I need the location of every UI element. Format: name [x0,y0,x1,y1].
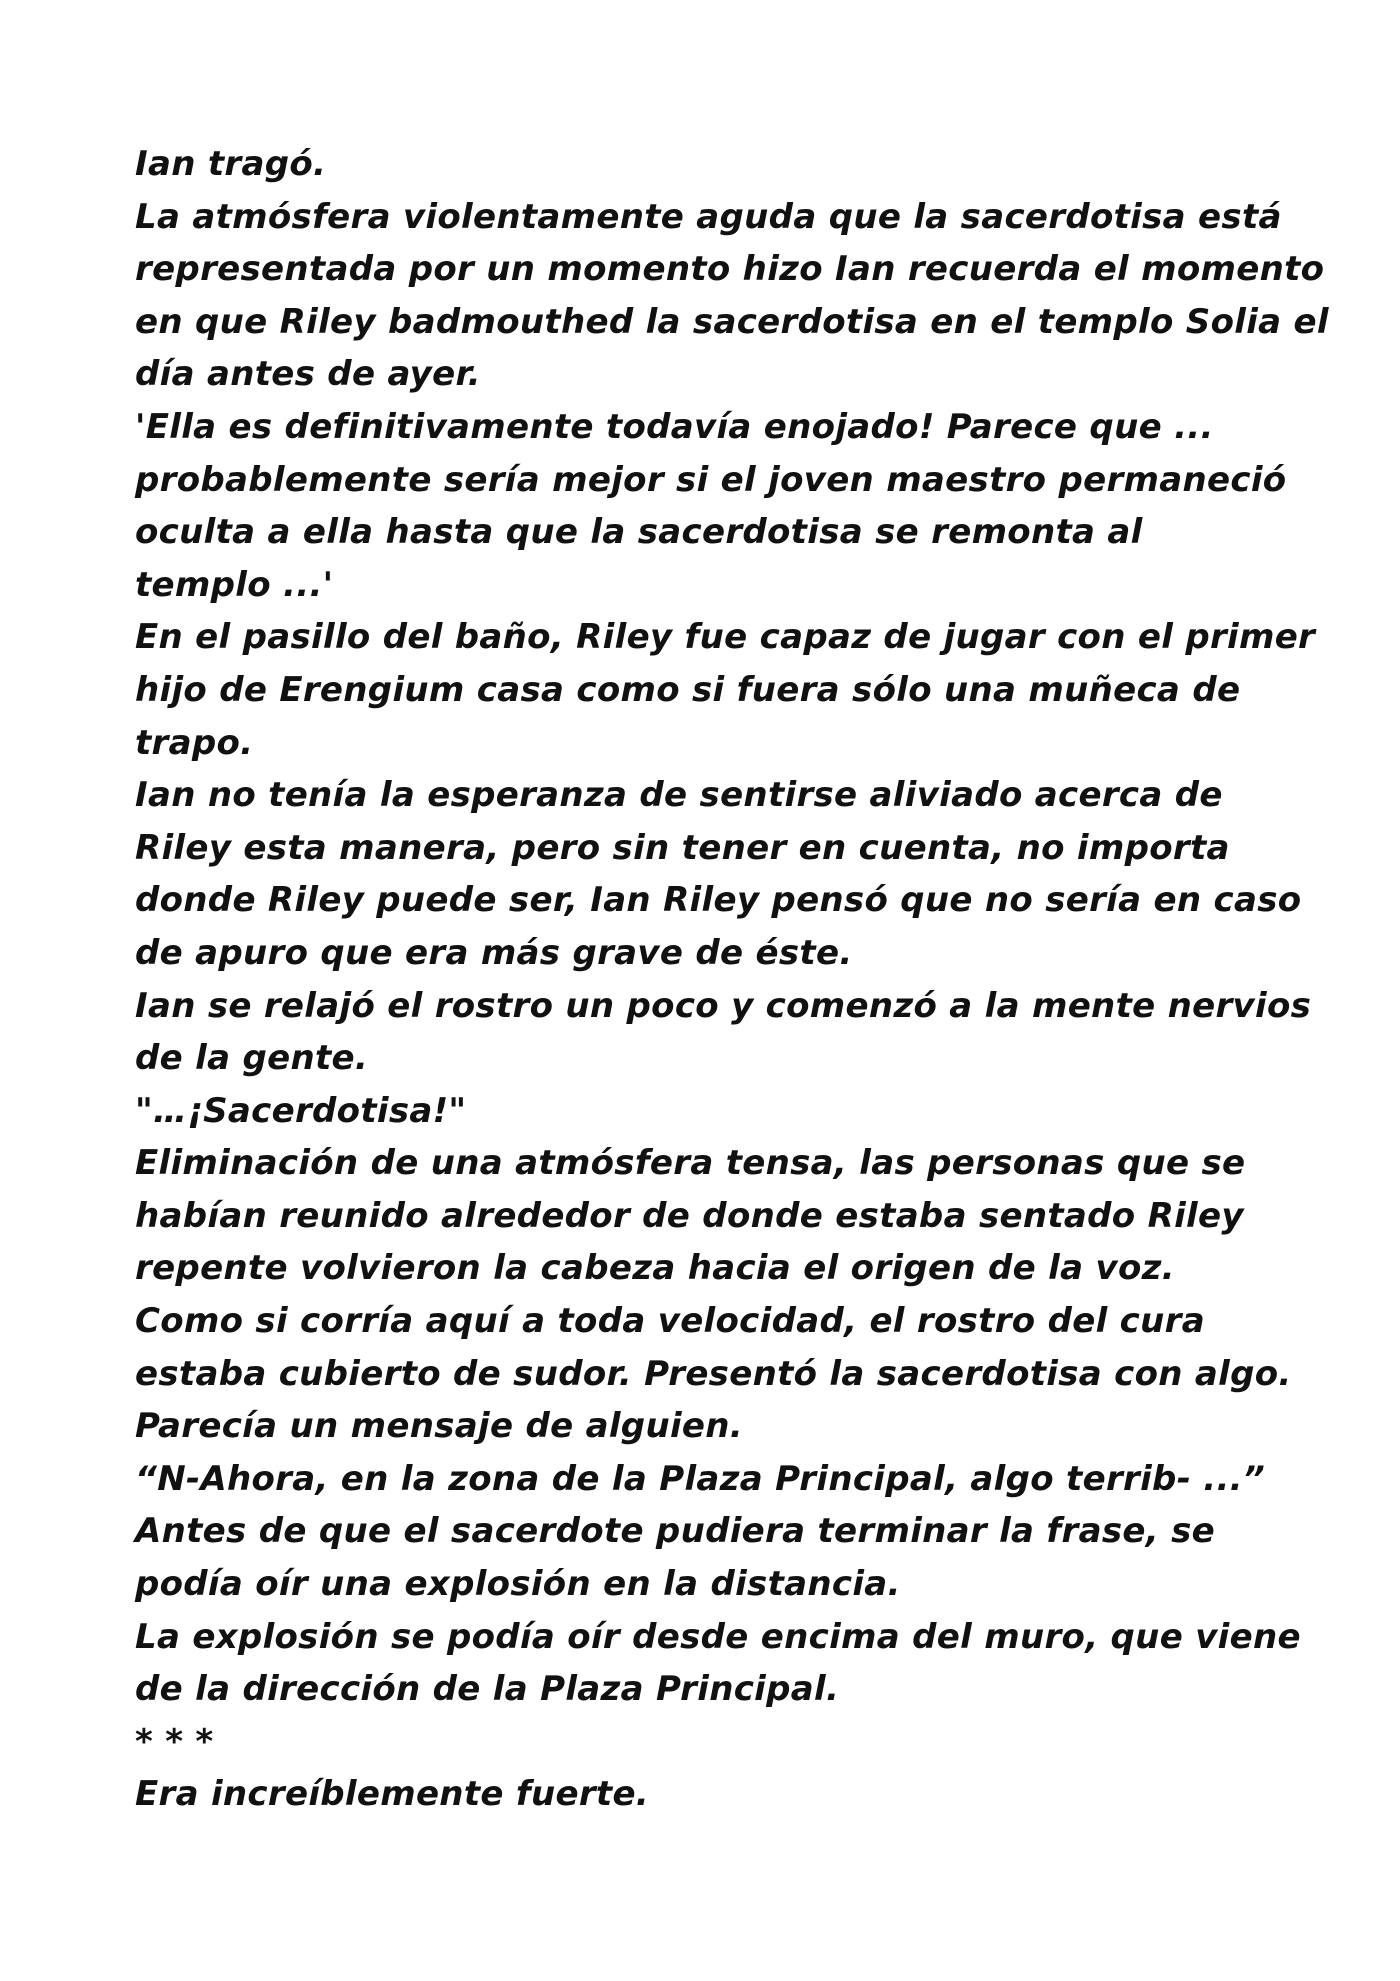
text-line: Ian tragó. [135,144,327,184]
text-line: día antes de ayer. [135,354,481,395]
text-line: Como si corría aquí a toda velocidad, el rostro del cura [135,1301,1205,1342]
text-line: La atmósfera violentamente aguda que la sacerdotisa está [135,196,1282,237]
text-line: Ian se relajó el rostro un poco y comenzó a la mente nervios [135,985,1312,1026]
text-line: habían reunido alrededor de donde estaba sentado Riley [135,1195,1244,1236]
text-line: "…¡Sacerdotisa!" [135,1090,467,1131]
text-line: “N-Ahora, en la zona de la Plaza Principal, algo terrib- ...” [135,1458,1266,1499]
text-line: oculta a ella hasta que la sacerdotisa se remonta al [135,512,1143,553]
text-line: estaba cubierto de sudor. Presentó la sacerdotisa con algo. [135,1353,1292,1394]
text-line: hijo de Erengium casa como si fuera sólo una muñeca de [135,669,1241,710]
text-line: templo ...' [135,564,334,605]
text-line: repente volvieron la cabeza hacia el origen de la voz. [135,1248,1175,1289]
text-line: trapo. [135,722,254,763]
text-line: de la gente. [135,1038,369,1079]
text-line: donde Riley puede ser, Ian Riley pensó que no sería en caso [135,880,1302,921]
text-line: Eliminación de una atmósfera tensa, las personas que se [135,1143,1246,1184]
text-line: representada por un momento hizo Ian recuerda el momento [135,249,1325,290]
text-line: en que Riley badmouthed la sacerdotisa en el templo Solia el [135,301,1329,342]
text-line: Ian no tenía la esperanza de sentirse aliviado acerca de [135,775,1223,816]
text-line: Parecía un mensaje de alguien. [135,1406,743,1447]
text-line: Era increíblemente fuerte. [135,1774,650,1815]
document-text [135,138,1335,1821]
text-line: podía oír una explosión en la distancia. [135,1564,901,1605]
text-line: 'Ella es definitivamente todavía enojado! Parece que ... [135,406,1214,447]
text-line: de la dirección de la Plaza Principal. [135,1669,840,1710]
text-line: En el pasillo del baño, Riley fue capaz de jugar con el primer [135,617,1316,658]
text-line: La explosión se podía oír desde encima del muro, que viene [135,1616,1301,1657]
text-line: probablemente sería mejor si el joven maestro permaneció [135,459,1287,500]
text-line: de apuro que era más grave de éste. [135,932,853,973]
text-line: Antes de que el sacerdote pudiera terminar la frase, se [135,1511,1215,1552]
section-break: * * * [135,1721,214,1762]
text-line: Riley esta manera, pero sin tener en cuenta, no importa [135,827,1230,868]
